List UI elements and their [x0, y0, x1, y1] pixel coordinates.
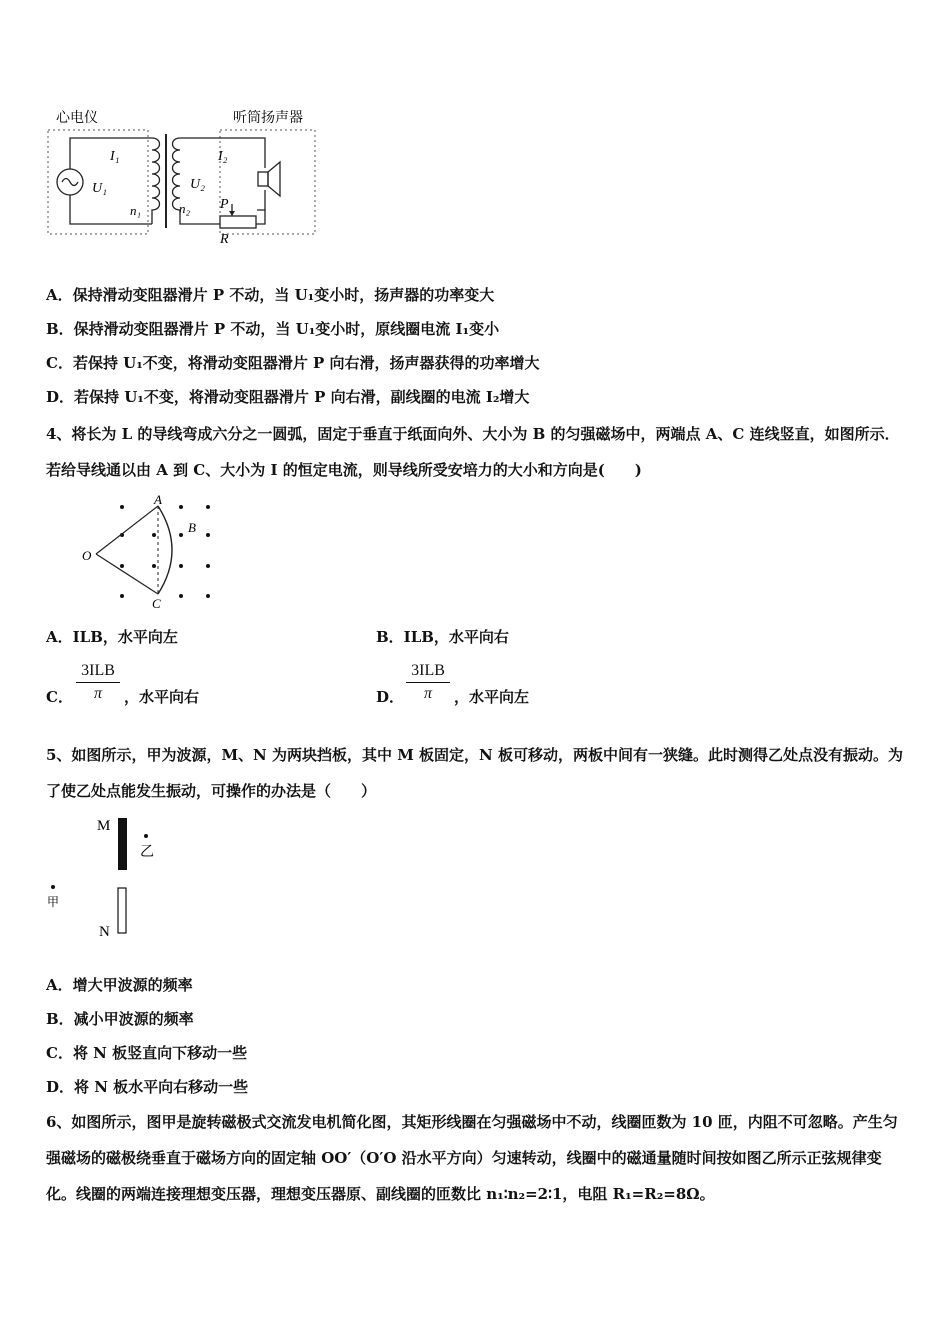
q4-option-b: B．ILB，水平向右: [376, 628, 509, 646]
q4-option-c-numerator: 3ILB: [76, 662, 120, 683]
point-yi: [144, 834, 148, 838]
rheostat: [220, 216, 256, 228]
label-I1: I₁: [110, 149, 120, 164]
q4-option-d-suffix: ，水平向左: [454, 688, 530, 706]
radius-OA: [96, 506, 158, 554]
label-A: A: [154, 492, 162, 507]
q4-option-d-prefix: D．: [376, 688, 405, 706]
label-n2: n₂: [179, 201, 191, 216]
radius-OC: [96, 554, 158, 594]
q4-option-c-fraction: [76, 662, 120, 703]
label-P: P: [220, 197, 229, 212]
primary-coil: [152, 138, 160, 224]
q4-option-c-denominator: π: [93, 685, 102, 702]
q4-option-c-suffix: ，水平向右: [124, 688, 200, 706]
label-yi: 乙: [140, 845, 154, 860]
label-jia: 甲: [47, 895, 60, 909]
q5-stem: 5、如图所示，甲为波源，M、N 为两块挡板，其中 M 板固定，N 板可移动，两板中间有一狭缝。此时测得乙处点没有振动。为了使乙处点能发生振动，可操作的办法是（ ）: [46, 746, 903, 800]
wave-barrier-figure: [44, 812, 174, 942]
q4-option-d-denominator: π: [423, 685, 432, 702]
label-U1: U₁: [92, 181, 107, 196]
transformer-circuit-figure: [40, 100, 330, 250]
speaker-icon: [258, 172, 268, 186]
label-N: N: [99, 924, 110, 940]
barrier-M: [118, 818, 127, 870]
q5-option-d: D．将 N 板水平向右移动一些: [46, 1078, 249, 1096]
label-R: R: [220, 232, 229, 247]
q3-option-d: D．若保持 U₁不变，将滑动变阻器滑片 P 向右滑，副线圈的电流 I₂增大: [46, 388, 530, 406]
barrier-N: [118, 888, 126, 933]
label-U2: U₂: [190, 177, 205, 192]
q6-stem: 6、如图所示，图甲是旋转磁极式交流发电机简化图，其矩形线圈在匀强磁场中不动，线圈匝数为 10 匝，内阻不可忽略。产生匀强磁场的磁极绕垂直于磁场方向的固定轴 OO′（O′O 沿水平方向）匀速转动，线圈中的磁通量随时间按如图乙所示正弦规律变化。线圈的两端连接理想变压器，理想变压器原、副线圈的匝数比 n₁∶n₂=2∶1，电阻 R₁=R₂=8Ω。: [46, 1113, 898, 1203]
label-speaker: 听筒扬声器: [233, 111, 303, 126]
q5-option-c: C．将 N 板竖直向下移动一些: [46, 1044, 248, 1062]
q5-option-b: B．减小甲波源的频率: [46, 1010, 194, 1028]
secondary-coil: [173, 138, 181, 210]
source-jia: [51, 885, 55, 889]
q4-stem: 4、将长为 L 的导线弯成六分之一圆弧，固定于垂直于纸面向外、大小为 B 的匀强磁场中，两端点 A、C 连线竖直，如图所示．若给导线通以由 A 到 C、大小为 I 的恒定电流，则导线所受安培力的大小和方向是( ): [46, 425, 900, 479]
arc-magnetic-field-figure: [76, 492, 226, 612]
q4-option-c-prefix: C．: [46, 688, 73, 706]
label-O: O: [82, 548, 92, 563]
q3-option-a: A．保持滑动变阻器滑片 P 不动，当 U₁变小时，扬声器的功率变大: [46, 286, 495, 304]
label-ecg: 心电仪: [56, 111, 98, 126]
arc-wire: [158, 506, 172, 594]
q3-option-b: B．保持滑动变阻器滑片 P 不动，当 U₁变小时，原线圈电流 I₁变小: [46, 320, 500, 338]
q5-option-a: A．增大甲波源的频率: [46, 976, 193, 994]
label-I2: I₂: [218, 149, 228, 164]
q4-option-a: A．ILB，水平向左: [46, 628, 178, 646]
q4-option-d-numerator: 3ILB: [406, 662, 450, 683]
q4-option-d-fraction: [406, 662, 450, 703]
label-B: B: [188, 520, 196, 535]
label-C: C: [152, 596, 161, 611]
label-M: M: [97, 818, 111, 834]
label-n1: n₁: [130, 203, 142, 218]
q3-option-c: C．若保持 U₁不变，将滑动变阻器滑片 P 向右滑，扬声器获得的功率增大: [46, 354, 540, 372]
